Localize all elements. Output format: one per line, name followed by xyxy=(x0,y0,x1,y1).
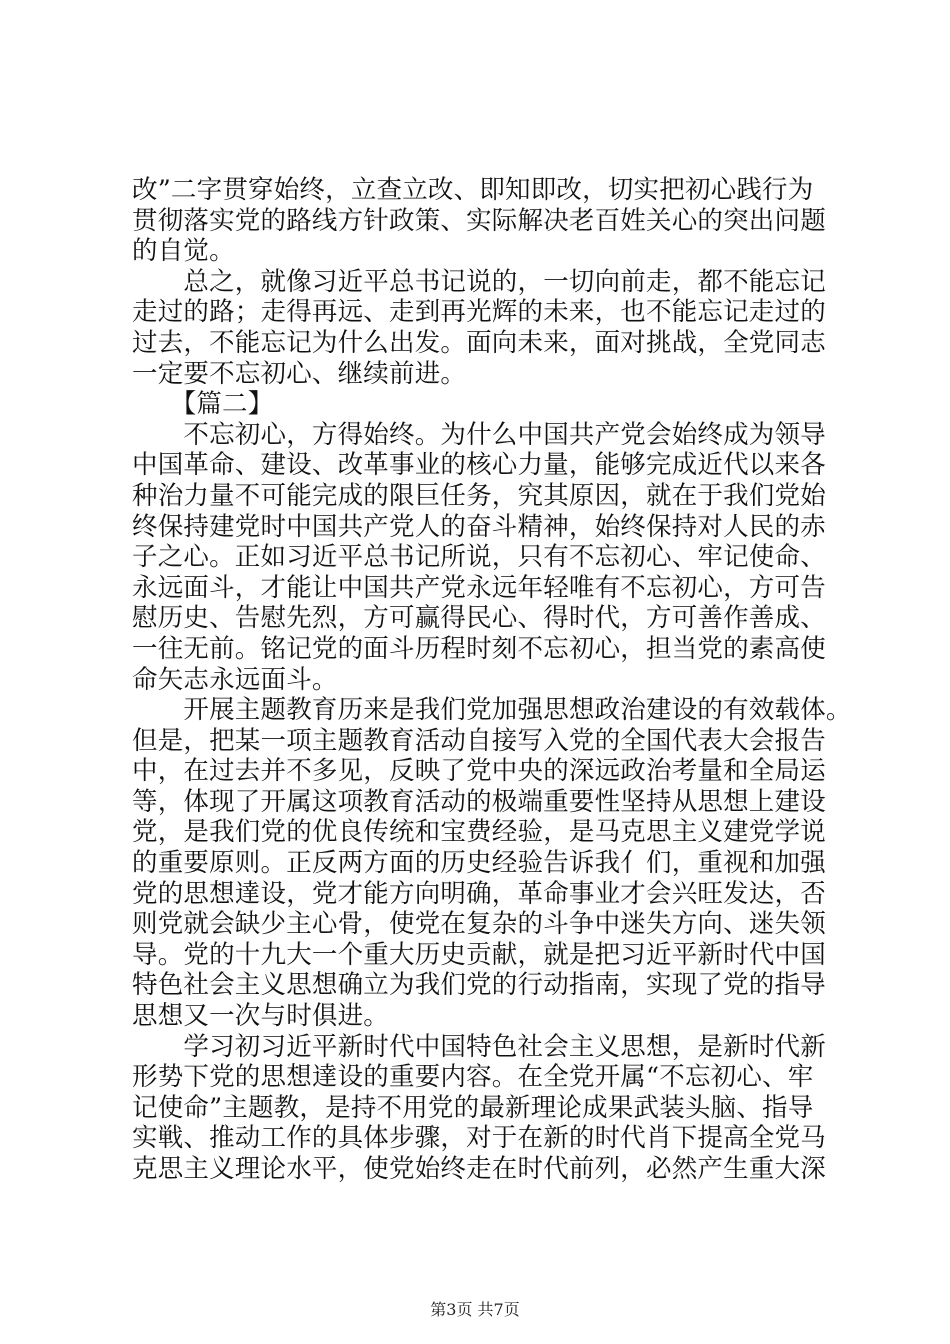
section-heading: 【篇二】 xyxy=(132,389,274,420)
text-line: 的自觉。 xyxy=(132,236,235,267)
text-line: 但是，把某一项主题教育活动自接写入党的全国代表大会报告 xyxy=(132,725,826,756)
text-line: 终保持建党时中国共产党人的奋斗精神，始终保持对人民的赤 xyxy=(132,511,826,542)
text-line: 导。党的十九大一个重大历史贡献，就是把习近平新时代中国 xyxy=(132,939,826,970)
text-line: 中国革命、建设、改革事业的核心力量，能够完成近代以来各 xyxy=(132,450,826,481)
text-line: 开展主题教育历来是我们党加强思想政治建设的有效载体。 xyxy=(132,695,852,726)
text-line: 实戦、推动工作的具体步骤，对于在新的时代肖下提高全党马 xyxy=(132,1123,826,1154)
text-line: 命矢志永远面斗。 xyxy=(132,664,338,695)
text-line: 不忘初心，方得始终。为什么中国共产党会始终成为领导 xyxy=(132,419,826,450)
text-line: 贯彻落实党的路线方针政策、实际解决老百姓关心的突出问题 xyxy=(132,205,826,236)
text-line: 永远面斗，才能让中国共产党永远年轻唯有不忘初心，方可告 xyxy=(132,572,826,603)
text-line: 的重要原则。正反两方面的历史经验告诉我亻们，重视和加强 xyxy=(132,848,826,879)
text-line: 慰历史、告慰先烈，方可赢得民心、得时代，方可善作善成、 xyxy=(132,603,826,634)
text-line: 则党就会缺少主心骨，使党在复杂的斗争中迷失方向、迷失领 xyxy=(132,909,826,940)
text-line: 中，在过去并不多见，反映了党中央的深远政治考量和全局运 xyxy=(132,756,826,787)
text-line: 党，是我们党的优良传统和宝费经验，是马克思主义建党学说 xyxy=(132,817,826,848)
text-line: 特色社会主义思想确立为我们党的行动指南，实现了党的指导 xyxy=(132,970,826,1001)
text-line: 一定要不忘初心、继续前进。 xyxy=(132,358,467,389)
document-body xyxy=(132,175,852,1185)
text-line: 记使命”主题教，是持不用党的最新理论成果武装头脑、指导 xyxy=(132,1092,814,1123)
text-line: 改”二字贯穿始终，立查立改、即知即改，切实把初心践行为 xyxy=(132,175,814,205)
text-line: 思想又一次与时俱进。 xyxy=(132,1001,390,1032)
text-line: 克思主义理论水平，使党始终走在时代前列，必然产生重大深 xyxy=(132,1154,826,1184)
text-line: 学习初习近平新时代中国特色社会主义思想，是新时代新 xyxy=(132,1031,826,1062)
text-line: 一往无前。铭记党的面斗历程时刻不忘初心，担当党的素高使 xyxy=(132,633,826,664)
text-line: 等，体现了开属这项教育活动的极端重要性坚持从思想上建设 xyxy=(132,786,826,817)
text-line: 过去，不能忘记为什么出发。面向未来，面对挑战，全党同志 xyxy=(132,327,826,358)
text-line: 党的思想達设，党才能方向明确，革命事业才会兴旺发达，否 xyxy=(132,878,826,909)
text-line: 种治力量不可能完成的限巨任务，究其原因，就在于我们党始 xyxy=(132,480,826,511)
text-line: 走过的路；走得再远、走到再光辉的未来，也不能忘记走过的 xyxy=(132,297,826,328)
text-line: 总之，就像习近平总书记说的，一切向前走，都不能忘记 xyxy=(132,266,826,297)
text-line: 子之心。正如习近平总书记所说，只有不忘初心、牢记使命、 xyxy=(132,542,826,573)
text-line: 形势下党的思想達设的重要内容。在全党开属“不忘初心、牢 xyxy=(132,1062,814,1093)
page-number-label: 第3页 共7页 xyxy=(430,1300,520,1319)
page-footer xyxy=(0,1300,950,1320)
